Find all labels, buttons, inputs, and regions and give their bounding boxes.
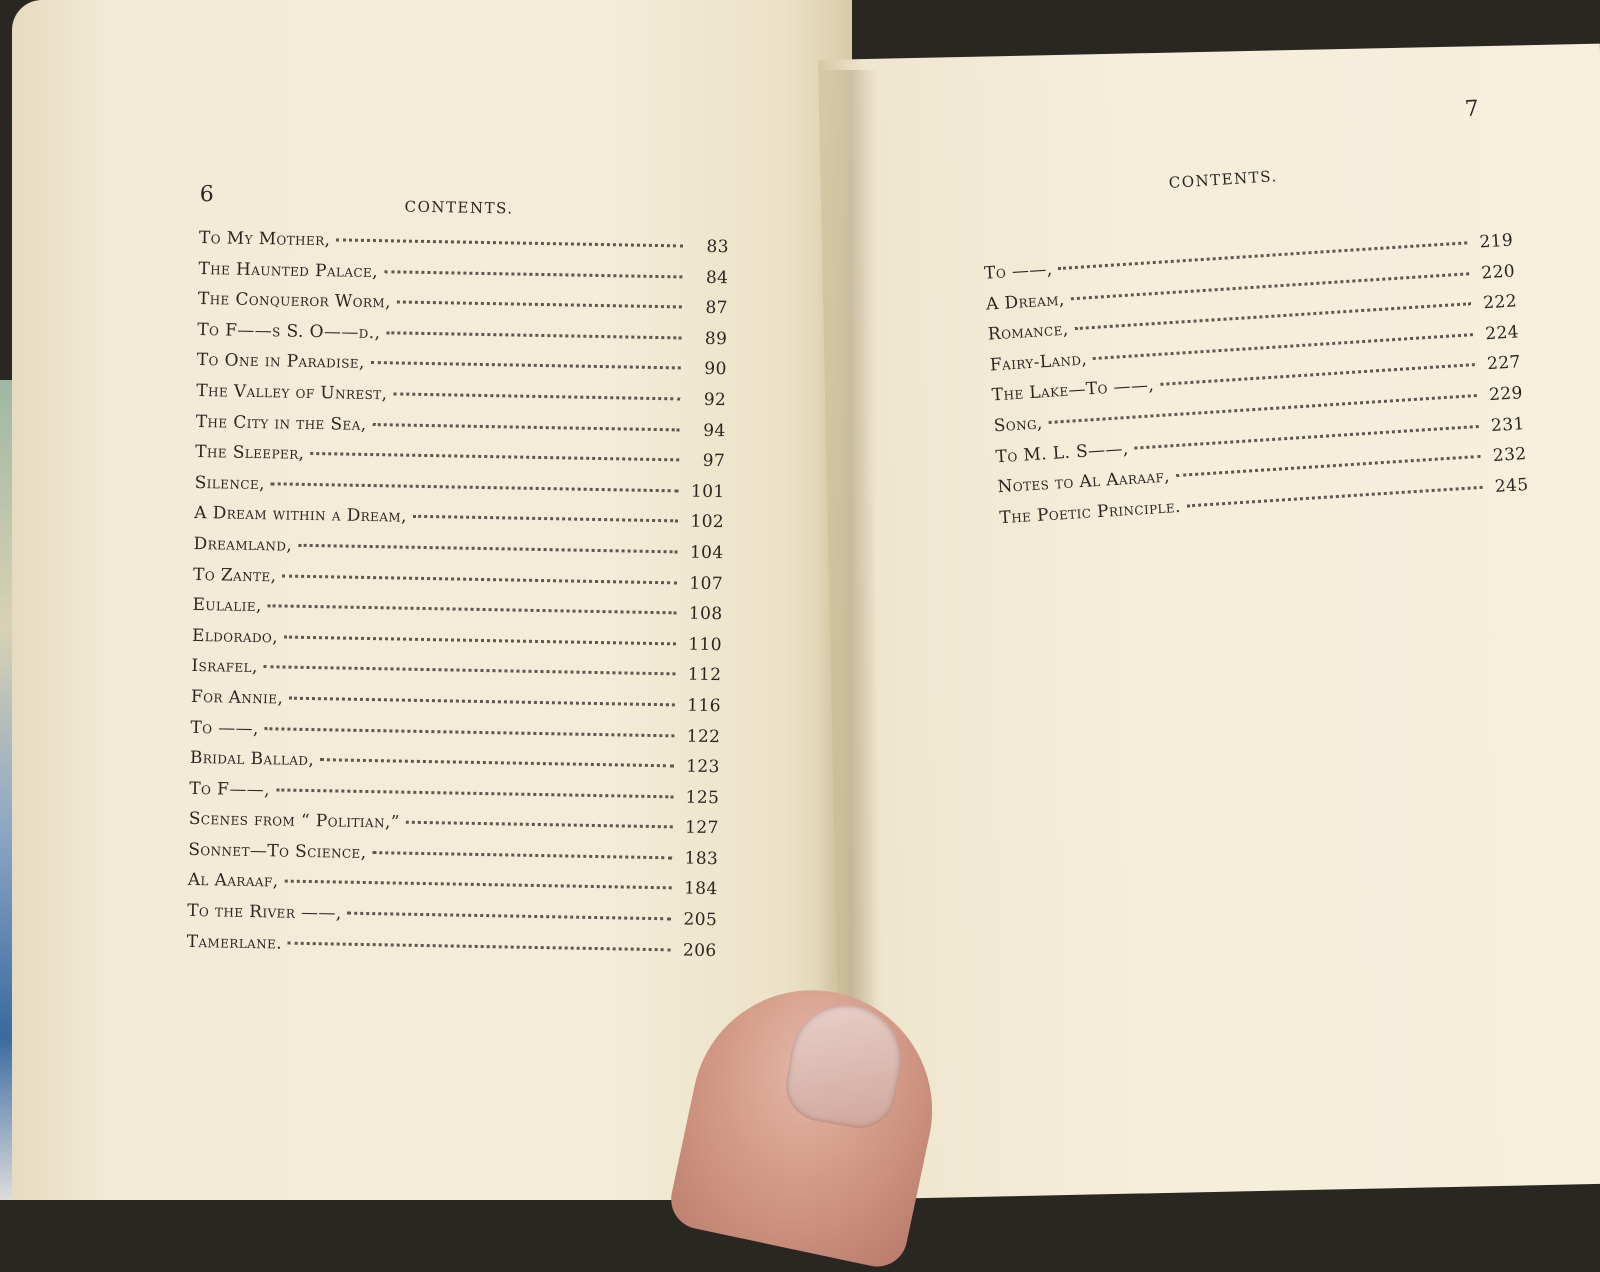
entry-title: Notes to Al Aaraaf,	[996, 466, 1171, 498]
entry-title: To Zante,	[192, 564, 277, 586]
running-head: CONTENTS.	[1168, 167, 1279, 192]
entry-page-number: 224	[1484, 322, 1520, 345]
entry-title: The Sleeper,	[195, 442, 305, 465]
entry-page-number: 92	[703, 389, 727, 411]
entry-title: To M. L. S——,	[995, 438, 1130, 467]
entry-page-number: 112	[687, 664, 722, 686]
entry-page-number: 116	[687, 695, 722, 717]
entry-page-number: 222	[1482, 291, 1518, 314]
entry-page-number: 102	[690, 511, 725, 533]
entry-page-number: 122	[686, 726, 721, 747]
running-head: CONTENTS.	[404, 197, 514, 218]
dot-leader	[372, 850, 672, 859]
entry-page-number: 220	[1480, 260, 1516, 284]
dot-leader	[310, 451, 679, 461]
entry-title: Al Aaraaf,	[187, 870, 279, 892]
entry-title: The Poetic Principle.	[998, 496, 1182, 528]
dot-leader	[320, 757, 674, 767]
entry-title: To ——,	[190, 717, 259, 739]
entry-title: Romance,	[987, 319, 1070, 345]
entry-page-number: 206	[682, 940, 717, 961]
dot-leader	[348, 911, 672, 921]
entry-page-number: 87	[705, 298, 729, 319]
entry-page-number: 94	[703, 420, 726, 441]
entry-title: Tamerlane.	[186, 931, 283, 954]
dot-leader	[298, 543, 677, 554]
entry-title: To My Mother,	[198, 227, 331, 251]
entry-page-number: 227	[1486, 352, 1522, 375]
entry-title: The Haunted Palace,	[198, 258, 379, 282]
entry-title: The Valley of Unrest,	[196, 380, 388, 405]
right-page	[818, 44, 1600, 1200]
dot-leader	[393, 391, 680, 400]
dot-leader	[397, 300, 682, 309]
dot-leader	[284, 634, 676, 645]
dot-leader	[282, 573, 677, 584]
dot-leader	[371, 360, 681, 369]
entry-title: Silence,	[194, 472, 266, 494]
entry-title: Israfel,	[191, 656, 258, 678]
dot-leader	[271, 481, 679, 492]
entry-title: To F——s S. O——d.,	[197, 319, 381, 343]
entry-page-number: 84	[705, 267, 729, 288]
page-number: 6	[199, 181, 214, 208]
entry-page-number: 107	[689, 573, 724, 594]
entry-page-number: 101	[690, 481, 725, 502]
entry-title: To F——,	[189, 778, 271, 800]
dot-leader	[373, 422, 680, 431]
entry-page-number: 219	[1478, 230, 1514, 253]
entry-title: Eldorado,	[191, 625, 279, 648]
entry-title: Scenes from “ Politian,”	[188, 809, 401, 833]
dot-leader	[288, 940, 671, 951]
entry-page-number: 231	[1490, 413, 1526, 436]
dot-leader	[384, 269, 682, 278]
entry-page-number: 125	[685, 787, 720, 808]
entry-page-number: 245	[1494, 474, 1530, 497]
entry-page-number: 127	[684, 817, 719, 839]
entry-title: For Annie,	[190, 686, 284, 709]
entry-page-number: 229	[1488, 383, 1524, 406]
entry-title: Bridal Ballad,	[189, 748, 315, 771]
dot-leader	[264, 665, 676, 676]
entry-page-number: 108	[688, 603, 723, 625]
entry-page-number: 90	[704, 359, 727, 380]
entry-title: Fairy-Land,	[989, 349, 1088, 376]
dot-leader	[289, 696, 675, 707]
entry-title: Song,	[993, 413, 1044, 437]
entry-page-number: 89	[704, 328, 728, 350]
entry-page-number: 183	[684, 848, 719, 870]
dot-leader	[406, 820, 673, 829]
dot-leader	[336, 237, 683, 247]
dot-leader	[386, 330, 681, 339]
entry-title: Sonnet—To Science,	[188, 839, 367, 863]
entry-title: To ——,	[983, 259, 1054, 284]
contents-list	[984, 230, 1530, 538]
entry-title: Eulalie,	[192, 595, 262, 617]
dot-leader	[413, 514, 678, 523]
dot-leader	[284, 879, 671, 890]
entry-page-number: 205	[683, 909, 718, 931]
dot-leader	[265, 726, 675, 737]
entry-page-number: 232	[1492, 444, 1528, 467]
contents-list	[186, 228, 729, 971]
dot-leader	[268, 603, 677, 614]
entry-page-number: 123	[686, 756, 721, 778]
entry-title: To One in Paradise,	[196, 350, 365, 374]
entry-page-number: 110	[688, 634, 723, 655]
entry-title: A Dream,	[985, 289, 1066, 315]
page-number: 7	[1464, 96, 1480, 123]
entry-page-number: 97	[702, 450, 726, 472]
entry-page-number: 104	[689, 542, 724, 564]
entry-title: Dreamland,	[193, 533, 293, 556]
entry-page-number: 83	[706, 236, 730, 258]
entry-title: The Lake—To ——,	[991, 375, 1155, 406]
entry-title: The City in the Sea,	[195, 411, 367, 435]
dot-leader	[276, 787, 673, 798]
entry-title: A Dream within a Dream,	[194, 503, 408, 528]
entry-page-number: 184	[683, 879, 718, 900]
entry-title: To the River ——,	[187, 900, 342, 924]
entry-title: The Conqueror Worm,	[197, 289, 392, 313]
